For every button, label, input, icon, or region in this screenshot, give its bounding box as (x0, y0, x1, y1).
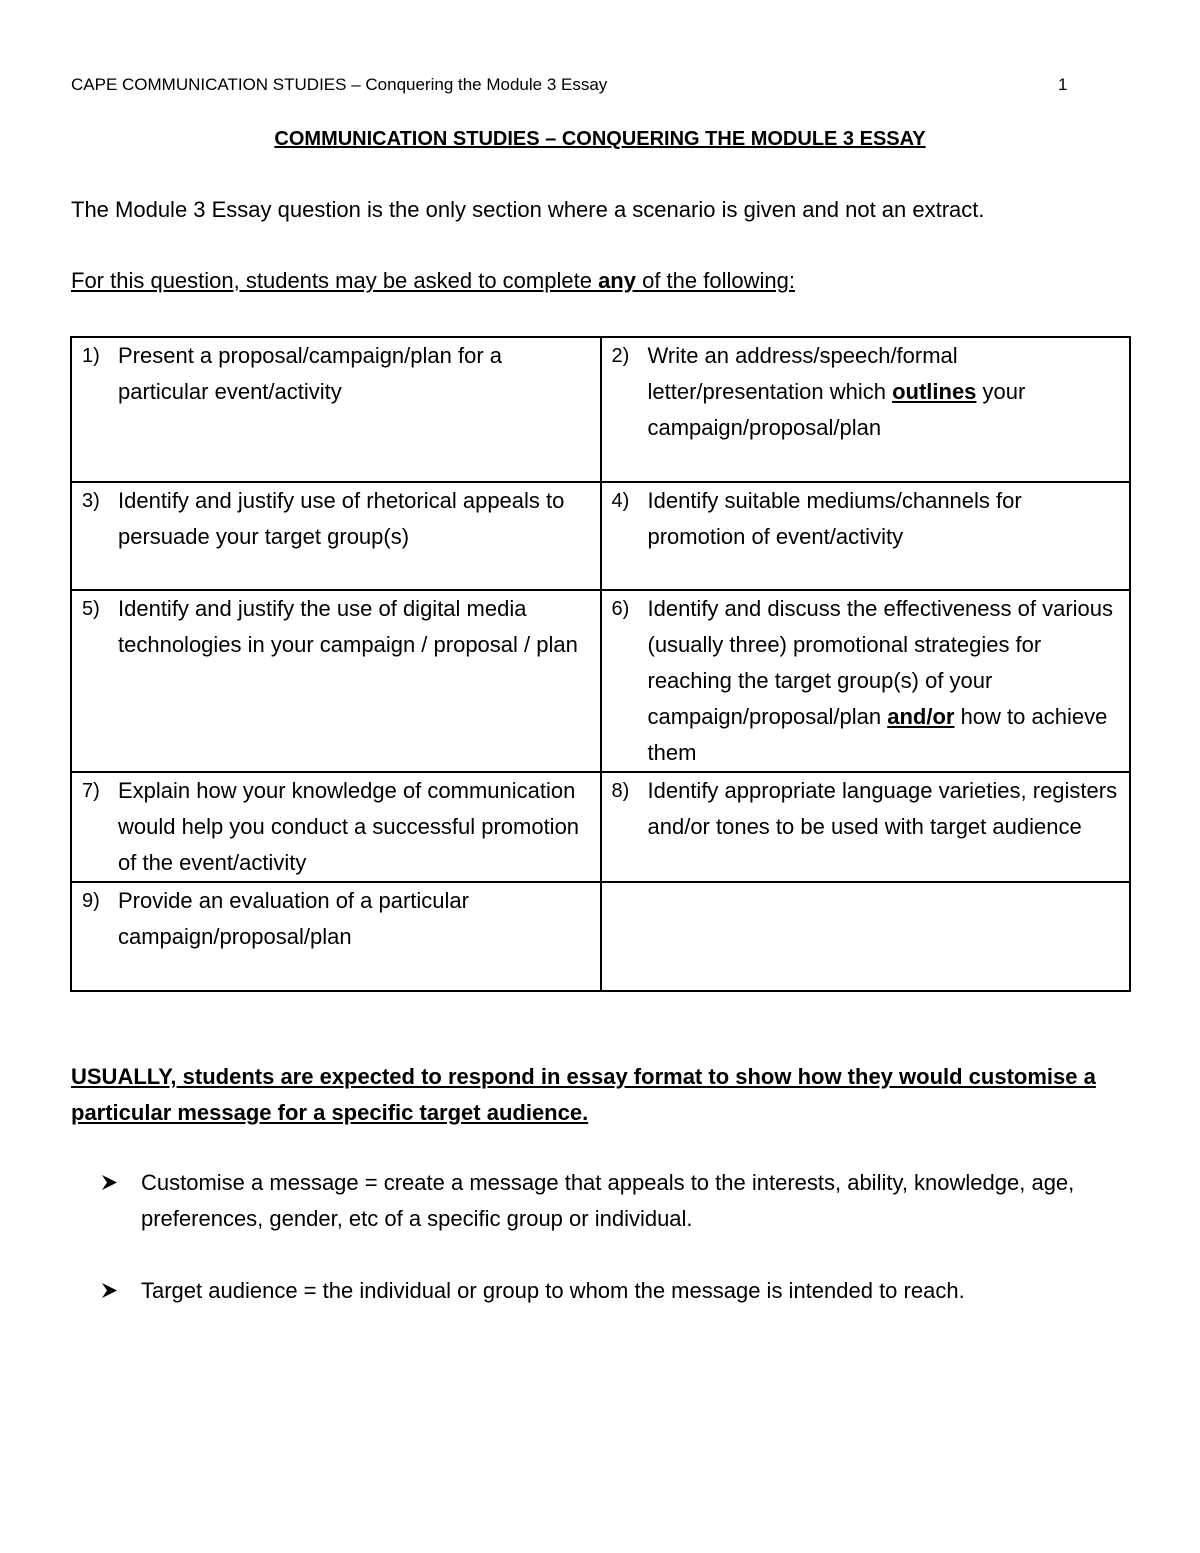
task-item (72, 591, 590, 663)
item-number: 1) (82, 345, 100, 367)
intro-paragraph: The Module 3 Essay question is the only section where a scenario is given and not an extract. (71, 197, 985, 222)
table-cell (601, 482, 1131, 590)
lead-emphasis: any (598, 268, 636, 293)
item-number: 9) (82, 890, 100, 912)
task-item (602, 773, 1120, 845)
list-item (101, 1273, 1101, 1311)
task-item (72, 483, 590, 555)
table-row (71, 772, 1130, 882)
lead-before: For this question, students may be asked to complete (71, 268, 599, 293)
item-text (648, 591, 1120, 771)
task-item (602, 338, 1120, 446)
usually-statement: USUALLY, students are expected to respond in essay format to show how they would customise a particular message for a specific target audience. (71, 1064, 1096, 1125)
task-table (70, 336, 1131, 992)
table-cell (71, 482, 601, 590)
table-cell (71, 882, 601, 991)
item-text: Explain how your knowledge of communication would help you conduct a successful promotion of the event/activity (118, 778, 580, 875)
item-number: 6) (611, 598, 630, 620)
item-text: Provide an evaluation of a particular campaign/proposal/plan (118, 888, 469, 949)
item-number: 4) (611, 490, 630, 512)
table-cell (71, 772, 601, 882)
item-number: 5) (82, 598, 100, 620)
page-number: 1 (1058, 75, 1068, 94)
item-text: Present a proposal/campaign/plan for a particular event/activity (118, 343, 503, 404)
task-item (72, 883, 590, 955)
item-text: Identify and justify the use of digital media technologies in your campaign / proposal / plan (118, 596, 578, 657)
lead-after: of the following: (635, 268, 795, 293)
table-row (71, 482, 1130, 590)
arrow-bullet-icon (101, 1165, 141, 1237)
task-item (602, 591, 1120, 771)
table-row (71, 882, 1130, 991)
item-text: Identify appropriate language varieties, registers and/or tones to be used with target audience (647, 778, 1118, 839)
item-number: 8) (611, 780, 630, 802)
item-emphasis: outlines (892, 379, 977, 404)
item-text-after: how to achieve them (647, 704, 1108, 765)
table-cell (71, 590, 601, 772)
definition-list (101, 1165, 1101, 1347)
arrow-bullet-icon (101, 1273, 141, 1311)
task-item (72, 338, 590, 410)
item-text: Identify and justify use of rhetorical appeals to persuade your target group(s) (118, 488, 565, 549)
empty-cell (601, 882, 1131, 991)
table-cell (71, 337, 601, 482)
item-text-after: your campaign/proposal/plan (647, 379, 1026, 440)
table-cell (601, 337, 1131, 482)
running-header (71, 72, 1071, 98)
definition-text: Target audience = the individual or group to whom the message is intended to reach. (141, 1278, 965, 1303)
document-title: COMMUNICATION STUDIES – CONQUERING THE MODULE 3 ESSAY (274, 128, 926, 150)
item-text-before: Write an address/speech/formal letter/presentation which (647, 343, 958, 404)
running-title: CAPE COMMUNICATION STUDIES – Conquering the Module 3 Essay (71, 75, 608, 94)
item-number: 3) (82, 490, 100, 512)
item-text (648, 338, 1120, 446)
table-cell (601, 772, 1131, 882)
item-number: 7) (82, 780, 100, 802)
item-number: 2) (611, 345, 630, 367)
table-row (71, 337, 1130, 482)
item-text-before: Identify and discuss the effectiveness of various (usually three) promotional strategies for reaching the target group(s) of your campaign/proposal/plan (647, 596, 1114, 729)
definition-text: Customise a message = create a message that appeals to the interests, ability, knowledge, age, preferences, gender, etc of a specific group or individual. (141, 1170, 1075, 1231)
list-item (101, 1165, 1101, 1237)
lead-sentence (71, 265, 1131, 297)
task-item (72, 773, 590, 881)
table-cell (601, 590, 1131, 772)
task-item (602, 483, 1120, 555)
item-emphasis: and/or (887, 704, 955, 729)
table-row (71, 590, 1130, 772)
item-text: Identify suitable mediums/channels for promotion of event/activity (647, 488, 1022, 549)
